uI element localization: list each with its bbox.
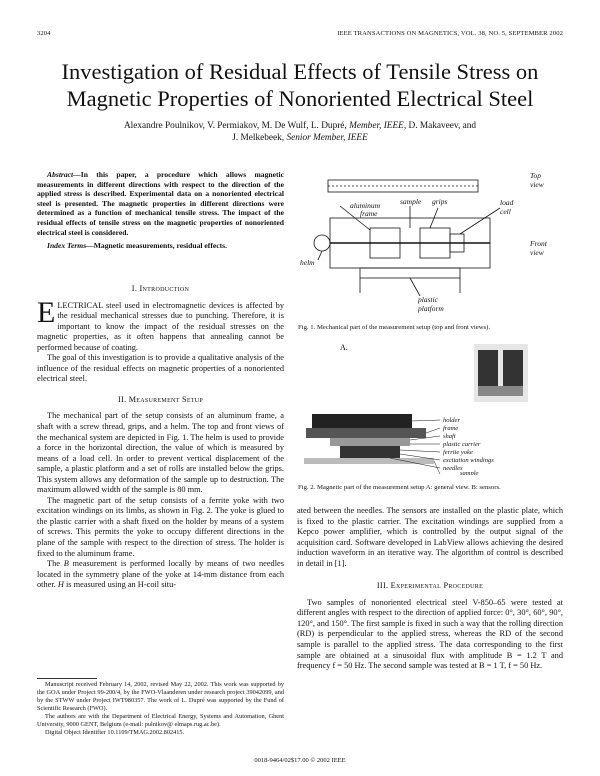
leader-frame — [426, 428, 440, 433]
fig2-label-frame: frame — [443, 425, 459, 432]
abstract-paragraph — [37, 170, 284, 237]
fig2-label-a: A. — [340, 343, 348, 352]
figure-1 — [300, 168, 562, 314]
fig2-label-yoke: ferrite yoke — [443, 449, 473, 456]
leader-platform — [410, 278, 420, 296]
fig2-label-shaft: shaft — [443, 433, 456, 440]
figure-2 — [300, 340, 562, 475]
footnote-doi: Digital Object Identifier 10.1109/TMAG.2002.802415. — [45, 729, 185, 736]
fig1-label-view: view — [530, 180, 544, 189]
fig1-label-platform: platform — [418, 304, 444, 313]
leader-holder — [412, 420, 440, 421]
figure-2-drawing — [300, 340, 562, 475]
section-heading-introduction: I. Introduction — [131, 284, 190, 293]
helm-wheel — [314, 235, 330, 251]
abstract — [37, 170, 284, 255]
journal-header: IEEE TRANSACTIONS ON MAGNETICS, VOL. 38, NO. 5, SEPTEMBER 2002 — [337, 30, 563, 37]
leader-yoke — [400, 450, 440, 452]
procedure-paragraph — [297, 598, 563, 672]
author-list — [40, 120, 560, 144]
authors-line-2 — [40, 132, 560, 144]
index-terms-text: Magnetic measurements, residual effects. — [93, 241, 227, 251]
fig1-label-top: Top — [530, 171, 541, 180]
sensor-block-left — [478, 350, 498, 386]
procedure-text: Two samples of nonoriented electrical steel V-850–65 were tested at different angles with respect to the direction of applied force: 0°, 30°, 60°, 90°, 120°, and 150°. The first sample is fixed in such a way that the rolling direction (RD) is perpendicular to the applied stress, whereas the RD of the second sample is parallel to the applied stress. The data corresponding to the first sample are obtained at a sinusoidal flux with amplitude — [297, 597, 563, 660]
drop-cap: E — [37, 295, 56, 329]
member-ieee: Member, IEEE — [349, 121, 404, 131]
authors-line-1 — [40, 120, 560, 132]
fig1-label-load: load — [500, 198, 514, 207]
index-terms — [37, 241, 284, 251]
procedure-text-last: tested at B = 1 T, f = 50 Hz. — [449, 661, 543, 671]
paper-title — [20, 58, 580, 112]
fig1-label-helm: helm — [300, 258, 315, 267]
fig1-label-plastic: plastic — [418, 295, 438, 304]
p3-e: is measured using an H-coil situ- — [63, 580, 177, 590]
symbol-b: B — [63, 559, 69, 569]
holder-bar — [312, 414, 412, 428]
leader-load — [460, 208, 500, 234]
intro-paragraph-1 — [37, 295, 284, 354]
fig2-label-needles: needles — [443, 465, 463, 472]
right-paragraph-1: ated between the needles. The sensors are installed on the plastic plate, which is fixed to the plastic carrier. The excitation windings are supplied from a Kepco power amplifier, which is controlled by the output signal of the acquisition card. Software developed in LabView allows achieving the desired induction waveform in an iterative way. The algorithm of control is described in detail in [1]. — [297, 506, 563, 568]
fig1-label-grips: grips — [432, 197, 448, 206]
fig1-label-frame: frame — [360, 209, 378, 218]
left-column — [37, 284, 284, 591]
footnote — [37, 681, 284, 737]
figure-1-caption: Fig. 1. Mechanical part of the measurement setup (top and front views). — [298, 324, 491, 331]
abstract-text: In this paper, a procedure which allows magnetic measurements in different directions with respect to the direction of the applied stress is described. Experimental data on a nonoriented electrical steel is presented. The magnetic properties in different directions were determined as a function of mechanical tensile stress. The impact of the residual effects of tensile stress on the magnetic properties of nonoriented electrical steel is considered. — [37, 170, 284, 237]
carrier-bar — [330, 438, 410, 446]
fig1-label-aluminum: aluminum — [350, 201, 380, 210]
intro-text-1: LECTRICAL steel used in electromagnetic devices is affected by the residual mechanical stresses due to punching. Therefore, it is important to know the impact of the residual stresses on the magnetic properties, as it often happens that annealing cannot be performed because of coating. — [37, 300, 284, 352]
p3-c: measurement is performed locally by means of two needles located in the symmetry plane of the yoke at 14-mm distance from each other. — [37, 559, 284, 590]
leader-helm — [318, 251, 322, 260]
footnote-affiliation: The authors are with the Department of Electrical Energy, Systems and Automation, Ghent University, 9000 GENT, Belgium (e-mail: pulnikov@ elmaps.rug.ac.be). — [37, 713, 284, 728]
symbol-h: H — [57, 580, 64, 590]
procedure-text-tail: B = 1.2 T and frequency f = 50 Hz. The second sample was — [297, 650, 563, 671]
authors-names: Alexandre Poulnikov, V. Permiakov, M. De Wulf, L. Dupré, — [123, 121, 350, 131]
authors-names-3: J. Melkebeek, — [232, 133, 287, 143]
title-line-2: Magnetic Properties of Nonoriented Electrical Steel — [66, 86, 534, 111]
fig2-label-carrier: plastic carrier — [443, 441, 481, 448]
section-heading-procedure: III. Experimental Procedure — [376, 581, 484, 591]
title-line-1: Investigation of Residual Effects of Tensile Stress on — [61, 59, 539, 84]
fig1-label-sample: sample — [400, 197, 422, 206]
intro-paragraph-2: The goal of this investigation is to provide a qualitative analysis of the influence of the residual effects on magnetic properties of a nonoriented electrical steel. — [37, 353, 284, 384]
section-heading-setup: II. Measurement Setup — [117, 394, 204, 404]
fig2-label-windings: excitation windings — [443, 457, 494, 464]
setup-paragraph-3 — [37, 559, 284, 591]
right-column — [297, 506, 563, 672]
abstract-label: Abstract— — [47, 170, 81, 179]
top-frame-rect — [328, 180, 478, 192]
setup-paragraph-2: The magnetic part of the setup consists of a ferrite yoke with two excitation windings on its limbs, as shown in Fig. 2. The yoke is glued to the plastic carrier with a shaft fixed on the holder by means of a system of screws. This permits the yoke to occupy different directions in the plane of the sample with respect to the direction of stress. The holder is fixed to the aluminum frame. — [37, 495, 284, 558]
figure-1-drawing — [300, 168, 562, 314]
fig2-label-holder: holder — [443, 417, 460, 424]
fig1-label-cell: cell — [500, 207, 511, 216]
leader-sample — [434, 461, 440, 474]
page-number: 3204 — [37, 30, 51, 37]
figure-2-caption: Fig. 2. Magnetic part of the measurement setup A: general view. B: sensors. — [298, 484, 501, 491]
copyright-line: 0018-9464/02$17.00 © 2002 IEEE — [254, 757, 346, 764]
frame-bar — [306, 428, 426, 438]
senior-member-ieee: Senior Member, IEEE — [286, 133, 368, 143]
sensor-block-right — [503, 350, 523, 386]
index-terms-label: Index Terms— — [47, 241, 94, 251]
fig1-label-front: Front — [530, 239, 547, 248]
fig2-label-sample: sample — [460, 470, 479, 475]
platform-rect — [360, 268, 460, 278]
fig1-label-view2: view — [530, 248, 544, 257]
footnote-rule — [37, 678, 97, 679]
authors-names-2: , D. Makaveev, and — [403, 121, 477, 131]
footnote-manuscript: Manuscript received February 14, 2002, revised May 22, 2002. This work was supported by the GOA under Project 99-200/4, by the FWO-Vlaanderen under research project 39042099, and by the STWW under Project IWT980357. The work of L. Dupré was supported by the Fund of Scientific Research (FWO). — [37, 681, 284, 712]
setup-paragraph-1: The mechanical part of the setup consists of an aluminum frame, a shaft with a screw thread, grips, and a helm. The top and front views of the mechanical system are depicted in Fig. 1. The helm is used to provide a force in the horizontal direction, the value of which is measured by means of a load cell. In order to prevent vertical displacement of the sample, a plastic platform and a set of rolls are installed below the grips. This system allows any deformation of the sample up to destruction. The maximum allowed width of the sample is 80 mm. — [37, 411, 284, 495]
sensor-base — [478, 386, 523, 396]
yoke-block — [340, 446, 400, 458]
p3-a: The — [47, 559, 64, 569]
